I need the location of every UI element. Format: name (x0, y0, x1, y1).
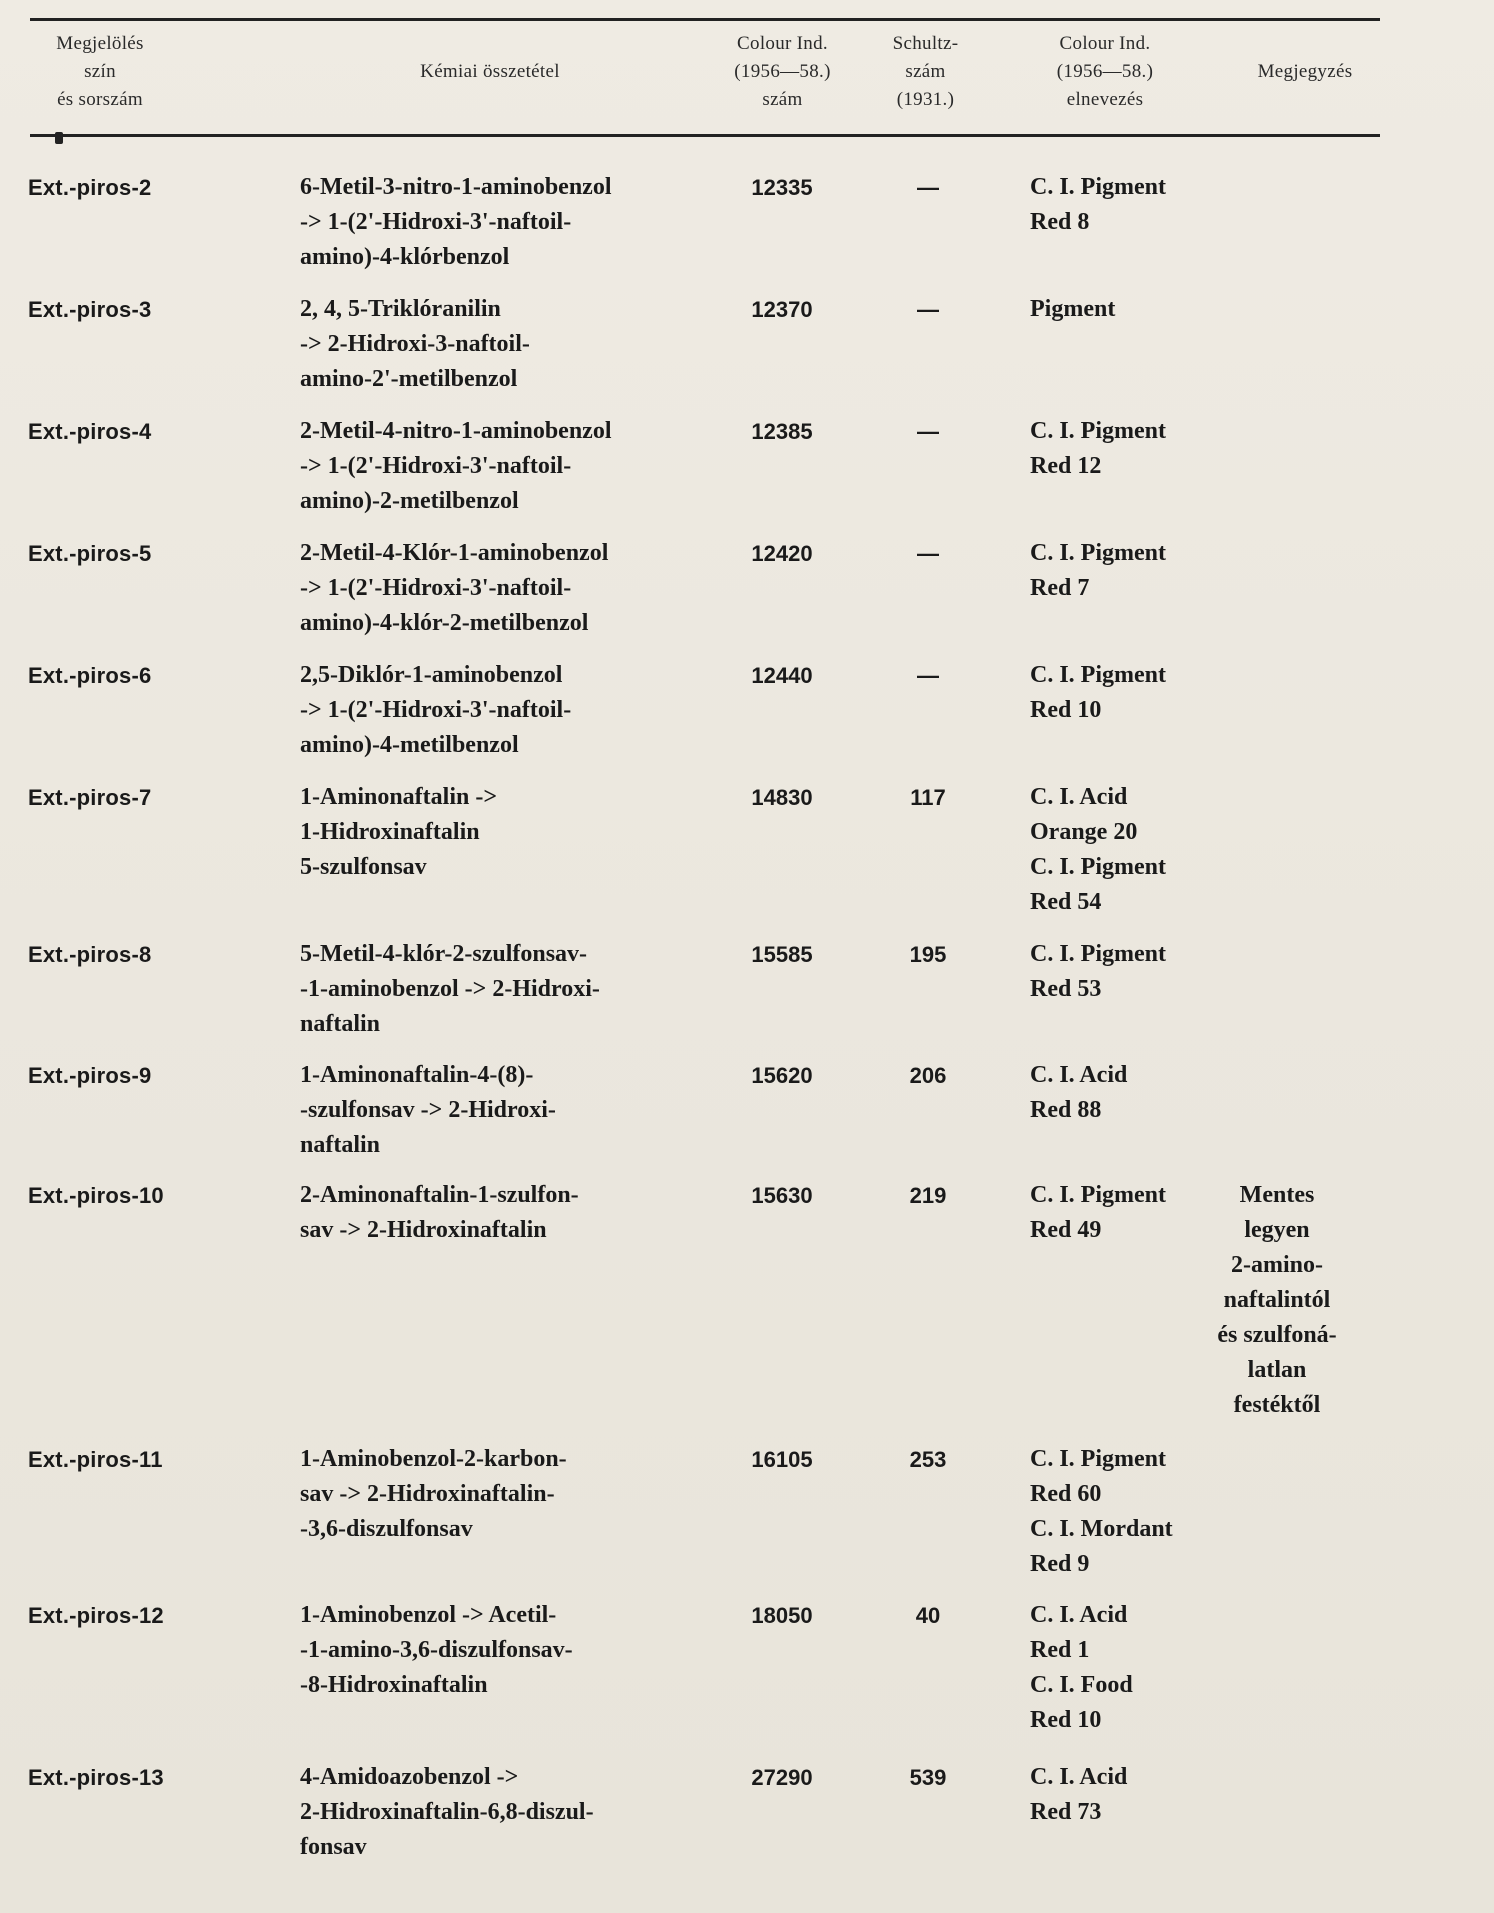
composition-line: naftalin (300, 1011, 381, 1037)
composition-line: 2, 4, 5-Triklóranilin (300, 296, 501, 322)
row-ci-number: 27290 (751, 1765, 813, 1790)
header-schultz-line: (1931.) (896, 89, 955, 110)
row-composition (300, 170, 612, 275)
composition-line: 4-Amidoazobenzol -> (300, 1764, 519, 1790)
row-mark: Ext.-piros-7 (28, 785, 152, 810)
row-composition (300, 292, 530, 397)
header-mark-line: Megjelölés (56, 33, 144, 54)
header-ci-number (705, 30, 860, 114)
row-schultz: 195 (909, 942, 947, 967)
ci-name-line: C. I. Acid (1030, 1062, 1128, 1088)
row-ci-number: 12335 (751, 175, 813, 200)
ci-name-line: C. I. Pigment (1030, 854, 1166, 880)
row-composition (300, 658, 571, 763)
composition-line: -> 1-(2'-Hidroxi-3'-naftoil- (300, 575, 572, 601)
header-rule-mark (55, 132, 63, 144)
note-line: festéktől (1233, 1392, 1321, 1418)
composition-line: 1-Aminobenzol-2-karbon- (300, 1446, 567, 1472)
row-ci-name (1030, 1760, 1127, 1830)
row-ci-number: 12370 (751, 297, 813, 322)
row-note (1197, 1178, 1357, 1423)
note-line: legyen (1244, 1217, 1310, 1243)
ci-name-line: C. I. Pigment (1030, 1182, 1166, 1208)
composition-line: -> 1-(2'-Hidroxi-3'-naftoil- (300, 697, 572, 723)
row-ci-number: 14830 (751, 785, 813, 810)
row-schultz: — (917, 175, 939, 200)
note-line: és szulfoná- (1217, 1322, 1337, 1348)
row-ci-name (1030, 780, 1166, 920)
ci-name-line: Orange 20 (1030, 819, 1138, 845)
header-schultz-line: Schultz- (892, 33, 959, 54)
ci-name-line: C. I. Pigment (1030, 540, 1166, 566)
composition-line: -1-amino-3,6-diszulfonsav- (300, 1637, 573, 1663)
composition-line: amino-2'-metilbenzol (300, 366, 518, 392)
top-rule (30, 18, 1380, 21)
row-mark: Ext.-piros-8 (28, 942, 152, 967)
header-ci-number-line: Colour Ind. (737, 33, 828, 54)
header-ci-number-line: (1956—58.) (734, 61, 831, 82)
ci-name-line: Pigment (1030, 296, 1116, 322)
row-ci-number: 15620 (751, 1063, 813, 1088)
row-ci-number: 15585 (751, 942, 813, 967)
composition-line: -1-aminobenzol -> 2-Hidroxi- (300, 976, 600, 1002)
ci-name-line: C. I. Pigment (1030, 662, 1166, 688)
row-mark: Ext.-piros-4 (28, 419, 152, 444)
note-line: 2-amino- (1231, 1252, 1323, 1278)
row-schultz: — (917, 541, 939, 566)
row-ci-name (1030, 1178, 1166, 1248)
row-composition (300, 1760, 594, 1865)
ci-name-line: Red 88 (1030, 1097, 1102, 1123)
row-mark: Ext.-piros-9 (28, 1063, 152, 1088)
ci-name-line: C. I. Pigment (1030, 174, 1166, 200)
row-ci-name (1030, 658, 1166, 728)
composition-line: 2-Hidroxinaftalin-6,8-diszul- (300, 1799, 594, 1825)
ci-name-line: Red 7 (1030, 575, 1090, 601)
composition-line: 2-Metil-4-Klór-1-aminobenzol (300, 540, 609, 566)
ci-name-line: C. I. Pigment (1030, 1446, 1166, 1472)
composition-line: amino)-2-metilbenzol (300, 488, 519, 514)
row-ci-number: 18050 (751, 1603, 813, 1628)
composition-line: 1-Aminobenzol -> Acetil- (300, 1602, 557, 1628)
row-composition (300, 1058, 556, 1163)
composition-line: sav -> 2-Hidroxinaftalin- (300, 1481, 555, 1507)
composition-line: -8-Hidroxinaftalin (300, 1672, 488, 1698)
composition-line: 2,5-Diklór-1-aminobenzol (300, 662, 563, 688)
row-schultz: 219 (909, 1183, 947, 1208)
row-composition (300, 1178, 579, 1248)
note-line: Mentes (1239, 1182, 1315, 1208)
row-schultz: 117 (910, 785, 946, 810)
row-composition (300, 1598, 573, 1703)
row-mark: Ext.-piros-5 (28, 541, 152, 566)
row-mark: Ext.-piros-10 (28, 1183, 164, 1208)
ci-name-line: Red 60 (1030, 1481, 1102, 1507)
composition-line: 2-Metil-4-nitro-1-aminobenzol (300, 418, 612, 444)
ci-name-line: C. I. Pigment (1030, 418, 1166, 444)
ci-name-line: Red 49 (1030, 1217, 1102, 1243)
composition-line: sav -> 2-Hidroxinaftalin (300, 1217, 547, 1243)
composition-line: -> 2-Hidroxi-3-naftoil- (300, 331, 530, 357)
composition-line: -3,6-diszulfonsav (300, 1516, 473, 1542)
ci-name-line: Red 10 (1030, 697, 1102, 723)
ci-name-line: Red 12 (1030, 453, 1102, 479)
ci-name-line: Red 53 (1030, 976, 1102, 1002)
row-ci-number: 12385 (751, 419, 813, 444)
ci-name-line: Red 54 (1030, 889, 1102, 915)
row-ci-name (1030, 937, 1166, 1007)
ci-name-line: C. I. Pigment (1030, 941, 1166, 967)
row-ci-number: 15630 (751, 1183, 813, 1208)
composition-line: 5-szulfonsav (300, 854, 427, 880)
ci-name-line: Red 8 (1030, 209, 1090, 235)
composition-line: amino)-4-klórbenzol (300, 244, 510, 270)
header-mark (30, 30, 170, 114)
composition-line: 2-Aminonaftalin-1-szulfon- (300, 1182, 579, 1208)
row-ci-name (1030, 1058, 1127, 1128)
row-ci-name (1030, 1598, 1133, 1738)
row-mark: Ext.-piros-12 (28, 1603, 164, 1628)
header-mark-line: és sorszám (57, 89, 143, 110)
ci-name-line: C. I. Acid (1030, 1764, 1128, 1790)
row-ci-number: 16105 (751, 1447, 813, 1472)
header-ci-name-line: Colour Ind. (1059, 33, 1151, 54)
note-line: naftalintól (1223, 1287, 1331, 1313)
row-schultz: — (917, 419, 939, 444)
ci-name-line: Red 10 (1030, 1707, 1102, 1733)
row-schultz: 206 (909, 1063, 947, 1088)
row-ci-name (1030, 536, 1166, 606)
row-schultz: 253 (909, 1447, 947, 1472)
composition-line: naftalin (300, 1132, 381, 1158)
composition-line: 1-Aminonaftalin-4-(8)- (300, 1062, 534, 1088)
row-ci-name (1030, 292, 1115, 327)
composition-line: 6-Metil-3-nitro-1-aminobenzol (300, 174, 612, 200)
ci-name-line: C. I. Food (1030, 1672, 1133, 1698)
header-note: Megjegyzés (1257, 61, 1353, 82)
row-schultz: — (917, 297, 939, 322)
ci-name-line: Red 9 (1030, 1551, 1090, 1577)
row-ci-name (1030, 170, 1166, 240)
ci-name-line: Red 73 (1030, 1799, 1102, 1825)
row-composition (300, 414, 612, 519)
header-ci-name (1010, 30, 1200, 114)
composition-line: fonsav (300, 1834, 367, 1860)
row-composition (300, 536, 608, 641)
composition-line: 1-Aminonaftalin -> (300, 784, 498, 810)
composition-line: amino)-4-metilbenzol (300, 732, 519, 758)
header-schultz-line: szám (905, 61, 946, 82)
header-ci-number-line: szám (762, 89, 803, 110)
row-composition (300, 780, 497, 885)
row-ci-name (1030, 414, 1166, 484)
row-schultz: 539 (909, 1765, 947, 1790)
composition-line: 5-Metil-4-klór-2-szulfonsav- (300, 941, 588, 967)
composition-line: 1-Hidroxinaftalin (300, 819, 480, 845)
ci-name-line: C. I. Mordant (1030, 1516, 1173, 1542)
row-ci-number: 12420 (751, 541, 813, 566)
row-ci-number: 12440 (751, 663, 813, 688)
row-mark: Ext.-piros-2 (28, 175, 152, 200)
header-composition: Kémiai összetétel (420, 61, 560, 82)
row-schultz: — (917, 663, 939, 688)
row-mark: Ext.-piros-11 (28, 1447, 163, 1472)
row-mark: Ext.-piros-6 (28, 663, 152, 688)
row-schultz: 40 (915, 1603, 941, 1628)
ci-name-line: Red 1 (1030, 1637, 1090, 1663)
header-ci-name-line: elnevezés (1066, 89, 1144, 110)
note-line: latlan (1247, 1357, 1307, 1383)
ci-name-line: C. I. Acid (1030, 1602, 1128, 1628)
composition-line: -szulfonsav -> 2-Hidroxi- (300, 1097, 556, 1123)
row-mark: Ext.-piros-13 (28, 1765, 164, 1790)
composition-line: -> 1-(2'-Hidroxi-3'-naftoil- (300, 209, 572, 235)
header-rule (30, 134, 1380, 137)
row-composition (300, 937, 600, 1042)
header-schultz (868, 30, 983, 114)
row-composition (300, 1442, 567, 1547)
composition-line: amino)-4-klór-2-metilbenzol (300, 610, 589, 636)
header-mark-line: szín (84, 61, 116, 82)
composition-line: -> 1-(2'-Hidroxi-3'-naftoil- (300, 453, 572, 479)
row-mark: Ext.-piros-3 (28, 297, 152, 322)
header-ci-name-line: (1956—58.) (1056, 61, 1154, 82)
ci-name-line: C. I. Acid (1030, 784, 1128, 810)
row-ci-name (1030, 1442, 1173, 1582)
